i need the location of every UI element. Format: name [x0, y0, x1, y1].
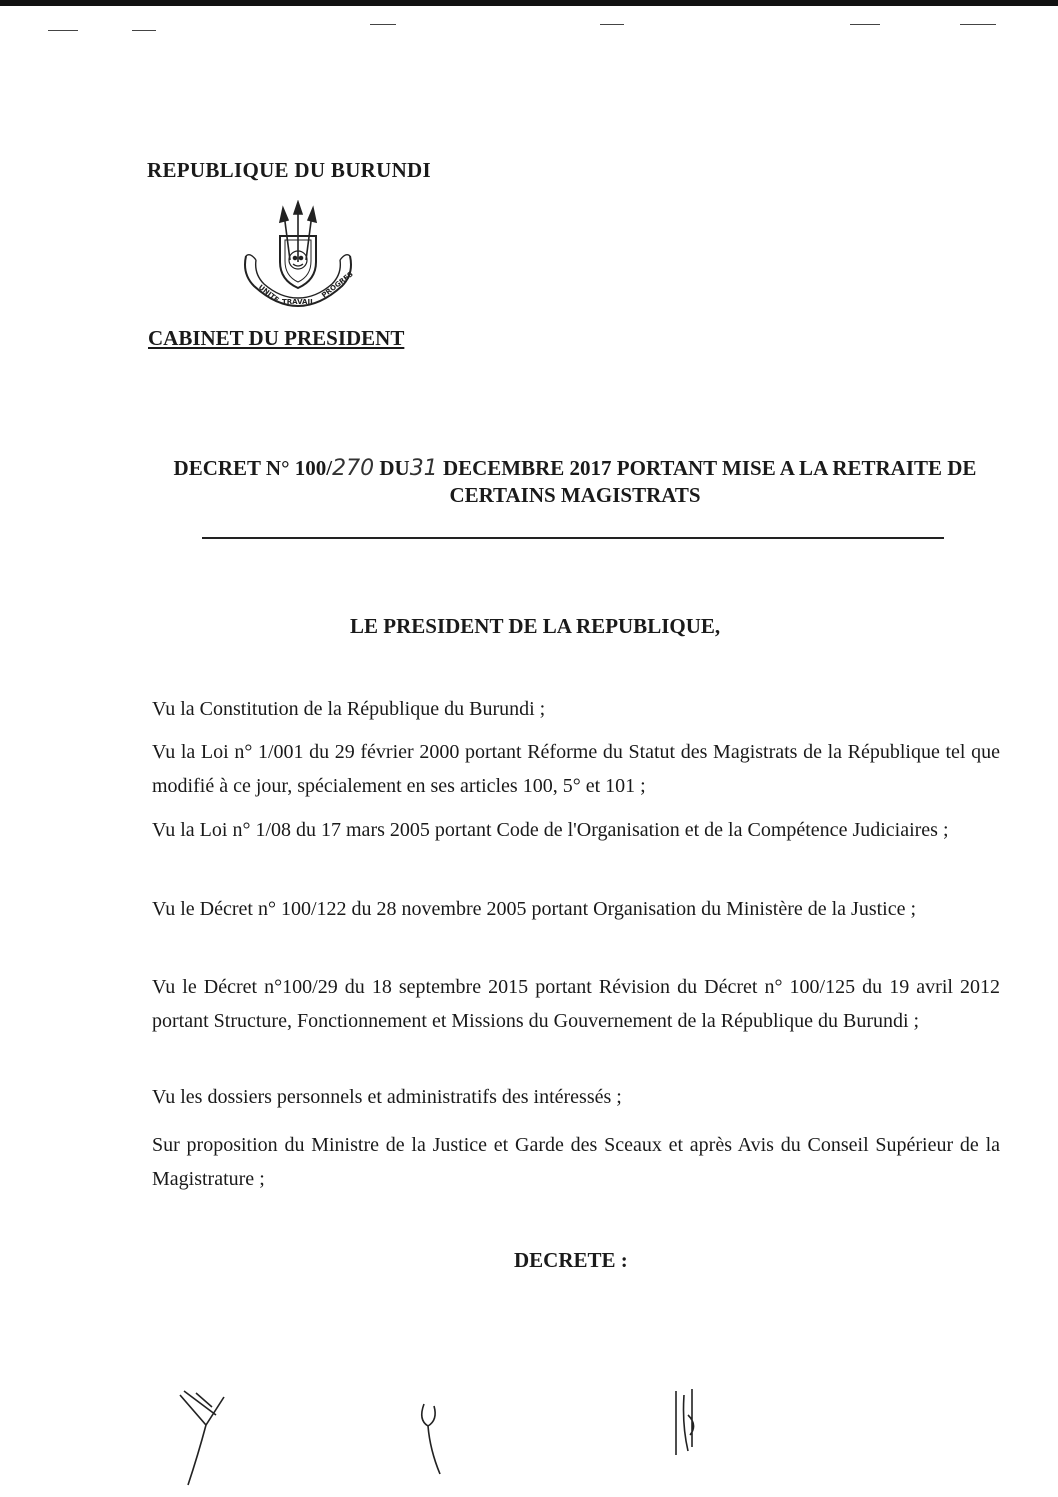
- consideration-decret-gouvernement: Vu le Décret n°100/29 du 18 septembre 2015 portant Révision du Décret n° 100/125 du 19 avril 2012 portant Structure, Fonctionnement et Missions du Gouvernement de la République du Burundi ;: [152, 976, 1000, 1032]
- consideration-decret-ministere-justice: Vu le Décret n° 100/122 du 28 novembre 2005 portant Organisation du Ministère de la Justice ;: [152, 898, 917, 920]
- scan-artifact: [370, 24, 396, 25]
- scan-artifact: [48, 30, 78, 31]
- decrete-heading: DECRETE :: [514, 1248, 628, 1272]
- decree-du: DU: [379, 456, 410, 480]
- president-heading: LE PRESIDENT DE LA REPUBLIQUE,: [350, 614, 721, 638]
- svg-text:UNITE: UNITE: [256, 283, 281, 305]
- header-cabinet: CABINET DU PRESIDENT: [148, 326, 405, 350]
- consideration-dossiers: Vu les dossiers personnels et administratifs des intéressés ;: [152, 1086, 622, 1108]
- consideration-constitution: Vu la Constitution de la République du Burundi ;: [152, 698, 546, 720]
- title-divider: [202, 537, 944, 539]
- handwritten-initial-3: [668, 1385, 708, 1465]
- decree-number-handwritten: 270: [332, 456, 375, 481]
- handwritten-initial-1: [176, 1385, 236, 1495]
- consideration-loi-code-organisation: Vu la Loi n° 1/08 du 17 mars 2005 portant Code de l'Organisation et de la Compétence Judiciaires ;: [152, 819, 949, 841]
- decree-day-handwritten: 31: [409, 456, 438, 481]
- decree-title-rest: DECEMBRE 2017 PORTANT MISE A LA RETRAITE DE CERTAINS MAGISTRATS: [442, 456, 977, 507]
- decree-title: [150, 455, 1000, 509]
- scan-artifact: [600, 24, 624, 25]
- consideration-proposition-ministre: Sur proposition du Ministre de la Justice et Garde des Sceaux et après Avis du Conseil Supérieur de la Magistrature ;: [152, 1134, 1000, 1190]
- coat-of-arms-emblem: [236, 200, 360, 320]
- scan-artifact: [960, 24, 996, 25]
- handwritten-initial-2: [414, 1400, 454, 1480]
- scan-edge: [0, 0, 1058, 6]
- header-republique: REPUBLIQUE DU BURUNDI: [147, 158, 431, 182]
- scan-artifact: [132, 30, 156, 31]
- consideration-loi-statut-magistrats: Vu la Loi n° 1/001 du 29 février 2000 portant Réforme du Statut des Magistrats de la République tel que modifié à ce jour, spécialement en ses articles 100, 5° et 101 ;: [152, 741, 1000, 797]
- svg-text:PROGRES: PROGRES: [320, 270, 355, 300]
- svg-text:TRAVAIL: TRAVAIL: [282, 298, 315, 306]
- scan-artifact: [850, 24, 880, 25]
- decree-prefix: DECRET N° 100/: [173, 456, 333, 480]
